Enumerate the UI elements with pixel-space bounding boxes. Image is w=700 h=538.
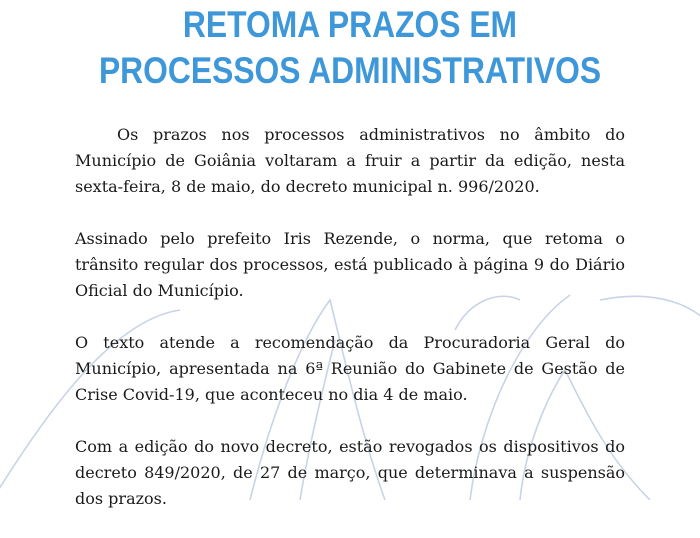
paragraph-1: Os prazos nos processos administrativos no âmbito do Município de Goiânia voltaram a fruir a partir da edição, nesta sexta-feira, 8 de maio, do decreto municipal n. 996/2020. <box>75 125 625 196</box>
headline-line-1: RETOMA PRAZOS EM <box>182 4 518 45</box>
article-body <box>75 122 625 538</box>
headline <box>49 2 651 94</box>
paragraph-4: Com a edição do novo decreto, estão revogados os dispositivos do decreto 849/2020, de 27 de março, que determinava a suspensão dos prazos. <box>75 437 625 508</box>
headline-line-2: PROCESSOS ADMINISTRATIVOS <box>98 50 602 91</box>
paragraph-3: O texto atende a recomendação da Procuradoria Geral do Município, apresentada na 6ª Reunião do Gabinete de Gestão de Crise Covid-19, que aconteceu no dia 4 de maio. <box>75 333 625 404</box>
paragraph-2: Assinado pelo prefeito Iris Rezende, o norma, que retoma o trânsito regular dos processos, está publicado à página 9 do Diário Oficial do Município. <box>75 229 625 300</box>
